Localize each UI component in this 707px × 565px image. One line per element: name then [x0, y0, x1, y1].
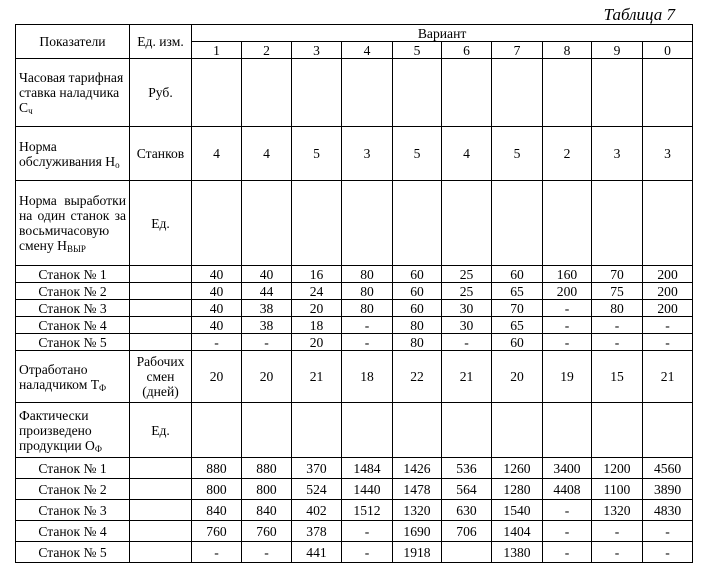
value-cell: 564 [442, 479, 492, 500]
value-cell: 60 [393, 283, 442, 300]
value-cell: - [592, 317, 643, 334]
table-row [16, 59, 693, 127]
indicator-label [16, 127, 130, 181]
table-row [16, 479, 693, 500]
value-cell [242, 403, 292, 458]
value-cell: 1280 [492, 479, 543, 500]
unit-cell [130, 317, 192, 334]
table-row [16, 317, 693, 334]
variant-number: 9 [592, 42, 643, 59]
value-cell [342, 59, 393, 127]
value-cell: 760 [242, 521, 292, 542]
value-cell: - [543, 300, 592, 317]
machine-label: Станок № 3 [16, 500, 130, 521]
value-cell: 19 [543, 351, 592, 403]
value-cell: 30 [442, 317, 492, 334]
value-cell: 800 [192, 479, 242, 500]
unit-cell: Станков [130, 127, 192, 181]
indicator-text: Часовая тарифная ставка наладчика С [19, 70, 124, 115]
table-row [16, 500, 693, 521]
value-cell: 38 [242, 300, 292, 317]
value-cell: 22 [393, 351, 442, 403]
value-cell: 706 [442, 521, 492, 542]
value-cell: 4560 [643, 458, 693, 479]
value-cell: 1512 [342, 500, 393, 521]
value-cell [492, 181, 543, 266]
value-cell [342, 181, 393, 266]
value-cell [192, 181, 242, 266]
variant-number: 7 [492, 42, 543, 59]
value-cell [393, 403, 442, 458]
variant-number: 3 [292, 42, 342, 59]
value-cell: 3890 [643, 479, 693, 500]
table-caption: Таблица 7 [603, 5, 675, 24]
unit-cell: Ед. [130, 181, 192, 266]
value-cell: 5 [292, 127, 342, 181]
value-cell [292, 181, 342, 266]
value-cell [442, 181, 492, 266]
value-cell: 1320 [393, 500, 442, 521]
value-cell: 402 [292, 500, 342, 521]
value-cell: 21 [643, 351, 693, 403]
value-cell [643, 403, 693, 458]
value-cell [543, 181, 592, 266]
value-cell: 200 [643, 300, 693, 317]
value-cell [492, 59, 543, 127]
value-cell: 441 [292, 542, 342, 563]
value-cell: 840 [192, 500, 242, 521]
indicator-label [16, 181, 130, 266]
value-cell: - [342, 542, 393, 563]
header-unit: Ед. изм. [130, 25, 192, 59]
unit-cell [130, 334, 192, 351]
value-cell: 1426 [393, 458, 442, 479]
value-cell: 3400 [543, 458, 592, 479]
value-cell: 3 [592, 127, 643, 181]
header-indicators: Показатели [16, 25, 130, 59]
value-cell: 2 [543, 127, 592, 181]
value-cell: 1540 [492, 500, 543, 521]
variant-number: 1 [192, 42, 242, 59]
value-cell [242, 181, 292, 266]
indicator-subscript: Ф [94, 443, 102, 454]
value-cell: 20 [192, 351, 242, 403]
value-cell: 1200 [592, 458, 643, 479]
value-cell: - [543, 521, 592, 542]
value-cell: 3 [643, 127, 693, 181]
value-cell: 18 [292, 317, 342, 334]
value-cell: 1478 [393, 479, 442, 500]
unit-cell [130, 500, 192, 521]
table-row [16, 266, 693, 283]
value-cell: 800 [242, 479, 292, 500]
indicator-subscript: о [115, 159, 120, 170]
value-cell [643, 59, 693, 127]
header-variant: Вариант [192, 25, 693, 42]
value-cell [442, 542, 492, 563]
value-cell: 1404 [492, 521, 543, 542]
value-cell: - [543, 334, 592, 351]
table-row [16, 300, 693, 317]
unit-cell: Рабочих смен (дней) [130, 351, 192, 403]
value-cell [442, 59, 492, 127]
value-cell: - [543, 500, 592, 521]
value-cell [543, 59, 592, 127]
indicator-text: Фактически произведено продукции О [19, 407, 95, 453]
value-cell: 20 [292, 334, 342, 351]
value-cell: - [242, 334, 292, 351]
machine-label: Станок № 1 [16, 266, 130, 283]
value-cell: 5 [393, 127, 442, 181]
variant-number: 6 [442, 42, 492, 59]
value-cell: - [342, 521, 393, 542]
unit-cell: Ед. [130, 403, 192, 458]
value-cell [643, 181, 693, 266]
value-cell: 70 [592, 266, 643, 283]
variant-number: 2 [242, 42, 292, 59]
value-cell [393, 59, 442, 127]
value-cell: 4408 [543, 479, 592, 500]
value-cell: 5 [492, 127, 543, 181]
value-cell: 40 [242, 266, 292, 283]
value-cell: 25 [442, 266, 492, 283]
value-cell: 1320 [592, 500, 643, 521]
value-cell: - [643, 317, 693, 334]
machine-label: Станок № 5 [16, 542, 130, 563]
unit-cell [130, 521, 192, 542]
value-cell [442, 403, 492, 458]
indicator-text: Норма обслуживания Н [19, 138, 116, 169]
value-cell: 60 [393, 300, 442, 317]
value-cell: - [192, 542, 242, 563]
table-row [16, 181, 693, 266]
value-cell: 70 [492, 300, 543, 317]
value-cell: 3 [342, 127, 393, 181]
table-row [16, 403, 693, 458]
value-cell [292, 403, 342, 458]
value-cell [292, 59, 342, 127]
value-cell: 200 [543, 283, 592, 300]
value-cell [242, 59, 292, 127]
variant-number: 5 [393, 42, 442, 59]
value-cell: 20 [492, 351, 543, 403]
unit-cell [130, 266, 192, 283]
value-cell: 60 [492, 334, 543, 351]
unit-cell [130, 458, 192, 479]
table-row [16, 334, 693, 351]
value-cell [492, 403, 543, 458]
value-cell: 1690 [393, 521, 442, 542]
value-cell: 40 [192, 317, 242, 334]
machine-label: Станок № 4 [16, 521, 130, 542]
value-cell: 15 [592, 351, 643, 403]
unit-cell [130, 300, 192, 317]
machine-label: Станок № 1 [16, 458, 130, 479]
value-cell: 16 [292, 266, 342, 283]
indicator-subscript: ВЫР [66, 244, 86, 254]
value-cell: 524 [292, 479, 342, 500]
header-row [16, 25, 693, 42]
value-cell: - [543, 542, 592, 563]
value-cell: 1380 [492, 542, 543, 563]
value-cell: 80 [342, 300, 393, 317]
value-cell: 75 [592, 283, 643, 300]
value-cell: 18 [342, 351, 393, 403]
value-cell [192, 59, 242, 127]
table-row [16, 127, 693, 181]
value-cell: - [643, 521, 693, 542]
value-cell: 1260 [492, 458, 543, 479]
value-cell: 4 [192, 127, 242, 181]
value-cell [592, 403, 643, 458]
value-cell: 80 [393, 334, 442, 351]
value-cell: 20 [292, 300, 342, 317]
value-cell: 38 [242, 317, 292, 334]
value-cell: - [592, 334, 643, 351]
value-cell: 30 [442, 300, 492, 317]
unit-cell: Руб. [130, 59, 192, 127]
value-cell: 4830 [643, 500, 693, 521]
value-cell: 60 [492, 266, 543, 283]
indicator-text: Норма выработки на один станок за восьмичасовую смену Н [19, 193, 126, 253]
value-cell: 40 [192, 300, 242, 317]
value-cell [192, 403, 242, 458]
value-cell: - [342, 334, 393, 351]
value-cell: 20 [242, 351, 292, 403]
value-cell: - [442, 334, 492, 351]
value-cell: 378 [292, 521, 342, 542]
value-cell: 370 [292, 458, 342, 479]
value-cell [592, 181, 643, 266]
value-cell: - [242, 542, 292, 563]
value-cell: 200 [643, 266, 693, 283]
indicator-label [16, 403, 130, 458]
value-cell: 40 [192, 283, 242, 300]
value-cell: - [643, 542, 693, 563]
variant-number: 0 [643, 42, 693, 59]
indicator-text: Отработано наладчиком Т [19, 361, 100, 392]
value-cell: 21 [292, 351, 342, 403]
machine-label: Станок № 5 [16, 334, 130, 351]
indicator-subscript: ч [28, 106, 33, 116]
value-cell: 880 [242, 458, 292, 479]
value-cell: 536 [442, 458, 492, 479]
value-cell: 21 [442, 351, 492, 403]
value-cell: - [342, 317, 393, 334]
machine-label: Станок № 2 [16, 283, 130, 300]
variant-number: 4 [342, 42, 393, 59]
value-cell: 65 [492, 317, 543, 334]
table-body [16, 25, 693, 563]
value-cell: 44 [242, 283, 292, 300]
data-table [15, 24, 693, 563]
value-cell: - [643, 334, 693, 351]
value-cell: - [192, 334, 242, 351]
indicator-subscript: Ф [99, 382, 107, 393]
value-cell: 1100 [592, 479, 643, 500]
value-cell: 630 [442, 500, 492, 521]
value-cell: 760 [192, 521, 242, 542]
value-cell: 25 [442, 283, 492, 300]
value-cell: 80 [342, 266, 393, 283]
table-row [16, 521, 693, 542]
value-cell: 40 [192, 266, 242, 283]
value-cell [592, 59, 643, 127]
value-cell: - [543, 317, 592, 334]
unit-cell [130, 283, 192, 300]
variant-number: 8 [543, 42, 592, 59]
value-cell: 1440 [342, 479, 393, 500]
value-cell: 1484 [342, 458, 393, 479]
value-cell [342, 403, 393, 458]
value-cell: 200 [643, 283, 693, 300]
unit-cell [130, 479, 192, 500]
value-cell: 80 [342, 283, 393, 300]
value-cell [393, 181, 442, 266]
table-row [16, 283, 693, 300]
table-row [16, 542, 693, 563]
table-row [16, 351, 693, 403]
value-cell: - [592, 521, 643, 542]
machine-label: Станок № 4 [16, 317, 130, 334]
value-cell: 65 [492, 283, 543, 300]
value-cell: 4 [242, 127, 292, 181]
machine-label: Станок № 2 [16, 479, 130, 500]
value-cell: 80 [592, 300, 643, 317]
value-cell: 1918 [393, 542, 442, 563]
value-cell: 24 [292, 283, 342, 300]
value-cell [543, 403, 592, 458]
value-cell: 60 [393, 266, 442, 283]
value-cell: 160 [543, 266, 592, 283]
value-cell: 80 [393, 317, 442, 334]
machine-label: Станок № 3 [16, 300, 130, 317]
indicator-label [16, 59, 130, 127]
value-cell: - [592, 542, 643, 563]
table-row [16, 458, 693, 479]
indicator-label [16, 351, 130, 403]
value-cell: 880 [192, 458, 242, 479]
value-cell: 840 [242, 500, 292, 521]
value-cell: 4 [442, 127, 492, 181]
unit-cell [130, 542, 192, 563]
